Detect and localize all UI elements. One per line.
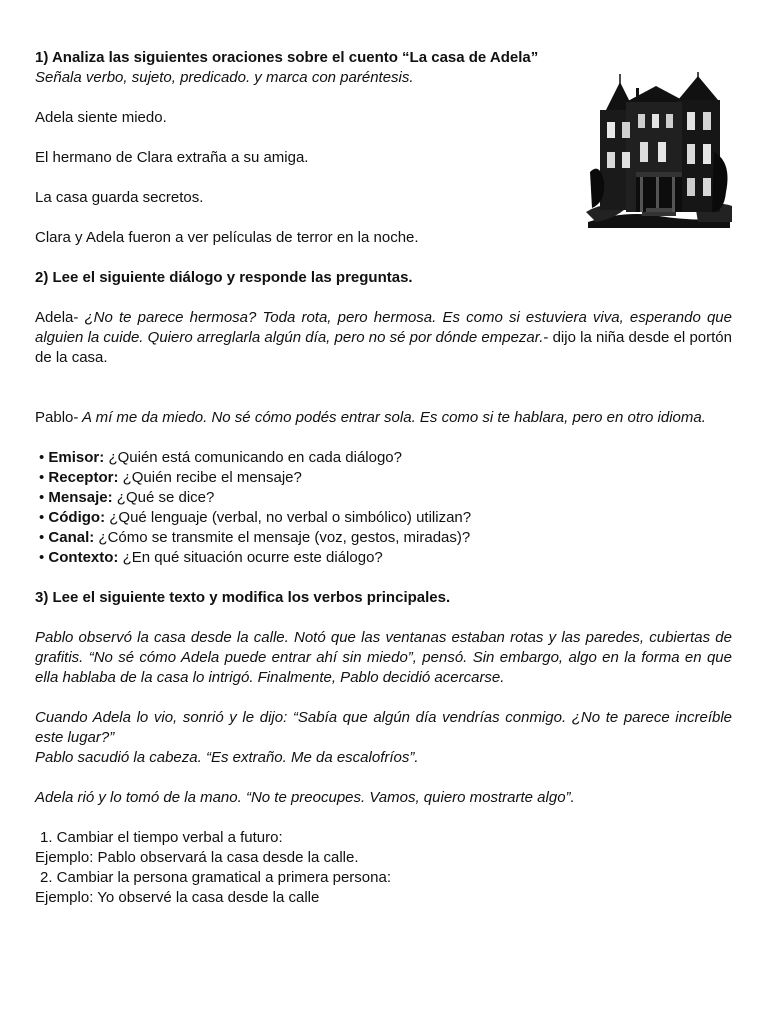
question-term: Mensaje: [48, 489, 113, 506]
question-term: Canal: [48, 529, 95, 546]
pablo-speaker: Pablo- [35, 409, 79, 426]
sentence-item: El hermano de Clara extraña a su amiga. [35, 149, 309, 166]
list-item: • Receptor: ¿Quién recibe el mensaje? [39, 469, 302, 486]
questions-list [35, 448, 732, 568]
adela-speech: ¿No te parece hermosa? Toda rota, pero hermosa. Es como si estuviera viva, esperando que alguien la cuide. Quiero arreglarla algún día, pero no sé por dónde empezar. [35, 309, 732, 346]
question-term: Código: [48, 509, 106, 526]
sentence-item: La casa guarda secretos. [35, 189, 204, 206]
list-item: • Contexto: ¿En qué situación ocurre este diálogo? [39, 549, 383, 566]
question-text: ¿Quién recibe el mensaje? [118, 469, 302, 486]
task-example: Ejemplo: Pablo observará la casa desde la calle. [35, 849, 359, 866]
sentence-item: Adela siente miedo. [35, 109, 167, 126]
section2-title: 2) Lee el siguiente diálogo y responde las preguntas. [35, 269, 413, 286]
question-text: ¿Qué lenguaje (verbal, no verbal o simbólico) utilizan? [105, 509, 472, 526]
adela-dialogue [35, 308, 732, 368]
section3-title: 3) Lee el siguiente texto y modifica los verbos principales. [35, 589, 451, 606]
story-paragraph: Pablo observó la casa desde la calle. Notó que las ventanas estaban rotas y las paredes, cubiertas de grafitis. “No sé cómo Adela puede entrar ahí sin miedo”, pensó. Sin embargo, algo en la forma en que ella hablaba de la casa lo intrigó. Finalmente, Pablo decidió acercarse. [35, 629, 732, 686]
question-text: ¿En qué situación ocurre este diálogo? [118, 549, 383, 566]
story-paragraph: Adela rió y lo tomó de la mano. “No te preocupes. Vamos, quiero mostrarte algo”. [35, 789, 575, 806]
adela-tail: - dijo la niña desde el portón de la casa. [35, 329, 732, 366]
task-item: 2. Cambiar la persona gramatical a primera persona: [40, 869, 391, 886]
question-term: Contexto: [48, 549, 119, 566]
worksheet [35, 48, 732, 908]
list-item: • Código: ¿Qué lenguaje (verbal, no verbal o simbólico) utilizan? [39, 509, 472, 526]
task-example: Ejemplo: Yo observé la casa desde la calle [35, 889, 320, 906]
section1-title: 1) Analiza las siguientes oraciones sobre el cuento “La casa de Adela” [35, 49, 539, 66]
section1-instruction: Señala verbo, sujeto, predicado. y marca con paréntesis. [35, 69, 414, 86]
list-item: • Mensaje: ¿Qué se dice? [39, 489, 215, 506]
question-term: Receptor: [48, 469, 119, 486]
question-text: ¿Qué se dice? [112, 489, 215, 506]
pablo-speech: A mí me da miedo. No sé cómo podés entrar sola. Es como si te hablara, pero en otro idioma. [78, 409, 706, 426]
task-item: 1. Cambiar el tiempo verbal a futuro: [40, 829, 283, 846]
question-text: ¿Quién está comunicando en cada diálogo? [104, 449, 402, 466]
adela-speaker: Adela- [35, 309, 79, 326]
question-text: ¿Cómo se transmite el mensaje (voz, gestos, miradas)? [94, 529, 471, 546]
pablo-dialogue [35, 408, 732, 428]
story-paragraph: Pablo sacudió la cabeza. “Es extraño. Me da escalofríos”. [35, 749, 419, 766]
list-item: • Emisor: ¿Quién está comunicando en cada diálogo? [39, 449, 402, 466]
list-item: • Canal: ¿Cómo se transmite el mensaje (voz, gestos, miradas)? [39, 529, 471, 546]
story-paragraph: Cuando Adela lo vio, sonrió y le dijo: “Sabía que algún día vendrías conmigo. ¿No te parece increíble este lugar?” [35, 709, 732, 746]
sentence-item: Clara y Adela fueron a ver películas de terror en la noche. [35, 229, 419, 246]
question-term: Emisor: [48, 449, 105, 466]
